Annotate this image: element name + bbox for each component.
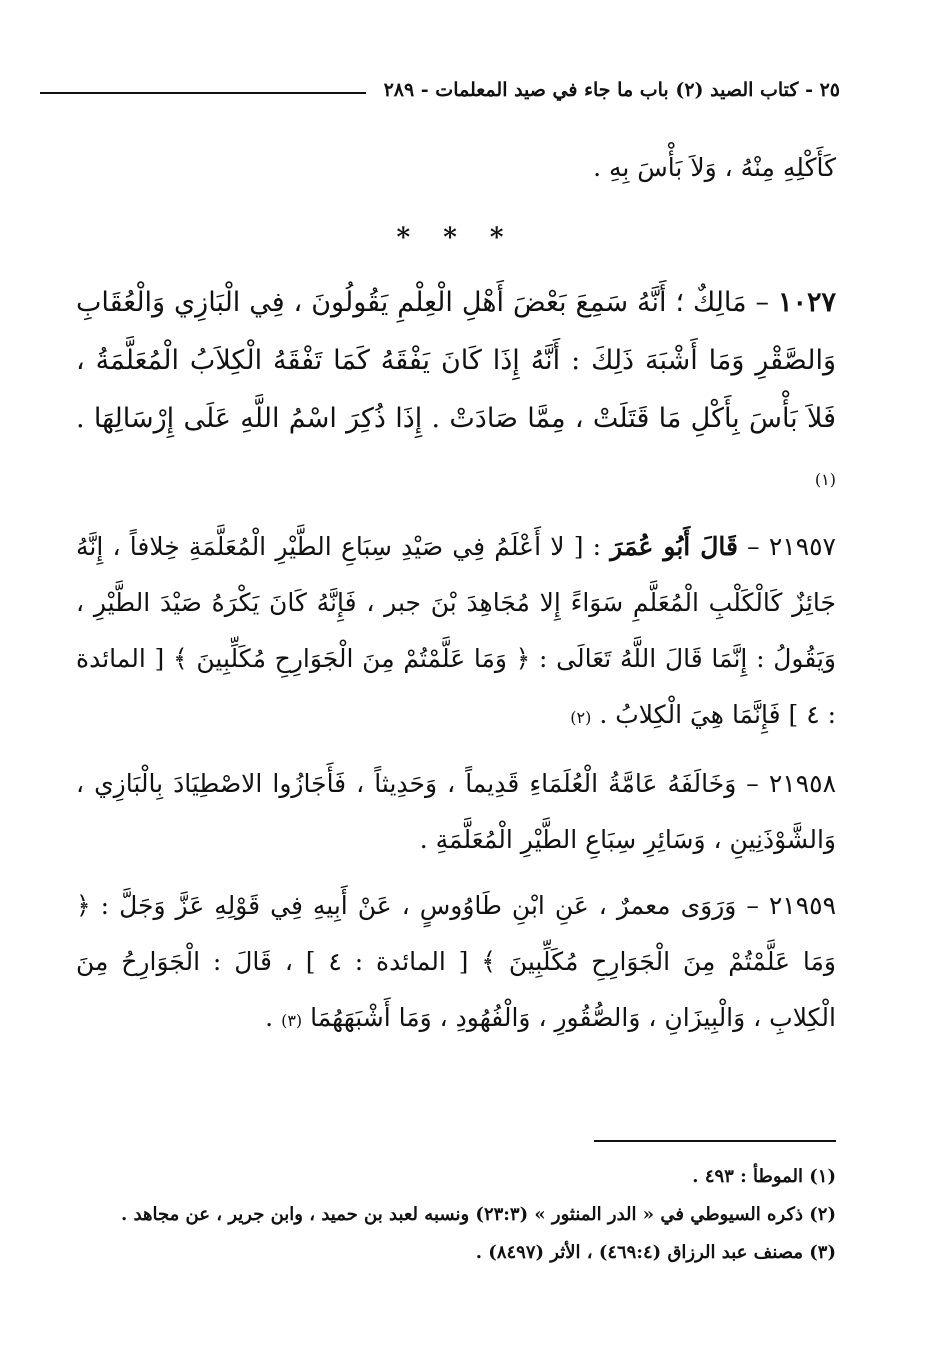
speaker-name: قَالَ أَبُو عُمَرَ xyxy=(610,532,738,561)
footnote-1: (١) الموطأ : ٤٩٣ . xyxy=(692,1166,836,1187)
paragraph-number: ٢١٩٥٨ xyxy=(768,769,836,798)
hadith-number: ١٠٢٧ xyxy=(777,287,836,318)
footnote-rule xyxy=(594,1140,836,1142)
paragraph-21958 xyxy=(76,756,836,868)
paragraph-text: : [ لا أَعْلَمُ فِي صَيْدِ سِبَاعِ الطَّيْرِ الْمُعَلَّمَةِ خِلافاً ، إِنَّهُ جَائِزٌ كَالْكَلْبِ الْمُعَلَّمِ سَوَاءً إِلا مُجَاهِدَ بْنَ جبر ، فَإِنَّهُ كَانَ يَكْرَهُ صَيْدَ الطَّيْرِ ، وَيَقُولُ : إِنَّمَا قَالَ اللَّهُ تَعَالَى : ﴿ وَمَا عَلَّمْتُمْ مِنَ الْجَوَارِحِ مُكَلِّبِينَ ﴾ [ المائدة : ٤ ] فَإِنَّمَا هِيَ الْكِلابُ . xyxy=(76,532,836,729)
hadith-text: – مَالِكٌ ؛ أَنَّهُ سَمِعَ بَعْضَ أَهْلِ الْعِلْمِ يَقُولُونَ ، فِي الْبَازِي وَالْعُقَابِ وَالصَّقْرِ وَمَا أَشْبَهَ ذَلِكَ : أَنَّهُ إِذَا كَانَ يَفْقَهُ كَمَا تَفْقَهُ الْكِلاَبُ الْمُعَلَّمَةُ ، فَلاَ بَأْسَ بِأَكْلِ مَا قَتَلَتْ ، مِمَّا صَادَتْ . إِذَا ذُكِرَ اسْمُ اللَّهِ عَلَى إِرْسَالِهَا . xyxy=(76,287,836,434)
hadith-1027 xyxy=(76,274,836,509)
paragraph-text: – وَخَالَفَهُ عَامَّةُ الْعُلَمَاءِ قَدِيماً ، وَحَدِيثاً ، فَأَجَازُوا الاصْطِيَادَ بِالْبَازِي ، وَالشَّوْذَنِينِ ، وَسَائِرِ سِبَاعِ الطَّيْرِ الْمُعَلَّمَةِ . xyxy=(76,769,836,854)
paragraph-number: ٢١٩٥٧ xyxy=(768,532,836,561)
footnote-ref-2: (٢) xyxy=(570,708,592,727)
footnote-2: (٢) ذكره السيوطي في « الدر المنثور » (٢٣:٣) ونسبه لعبد بن حميد ، وابن جرير ، عن مجاهد . xyxy=(121,1204,836,1225)
footnote-ref-1: (١) xyxy=(814,470,836,489)
intro-line: كَأَكْلِهِ مِنْهُ ، وَلاَ بَأْسَ بِهِ . xyxy=(593,153,836,182)
header-rule xyxy=(40,92,366,94)
paragraph-21957: ٢١٩٥٧ – قَالَ أَبُو عُمَرَ : [ لا أَعْلَمُ فِي صَيْدِ سِبَاعِ الطَّيْرِ الْمُعَلَّمَةِ خِلافاً ، إِنَّهُ جَائِزٌ كَالْكَلْبِ الْمُعَلَّمِ سَوَاءً إِلا مُجَاهِدَ بْنَ جبر ، فَإِنَّهُ كَانَ يَكْرَهُ صَيْدَ الطَّيْرِ ، وَيَقُولُ : إِنَّمَا قَالَ اللَّهُ تَعَالَى : ﴿ وَمَا عَلَّمْتُمْ مِنَ الْجَوَارِحِ مُكَلِّبِينَ ﴾ [ المائدة : ٤ ] فَإِنَّمَا هِيَ الْكِلابُ . (٢) xyxy=(76,532,836,729)
running-header xyxy=(40,70,840,110)
main-text xyxy=(76,140,836,1049)
paragraph-tail: . xyxy=(265,1003,274,1032)
paragraph-21959 xyxy=(76,878,836,1049)
footnote-3: (٣) مصنف عبد الرزاق (٤٦٩:٤) ، الأثر (٨٤٩٧) . xyxy=(475,1242,836,1263)
paragraph-number: ٢١٩٥٩ xyxy=(768,891,836,920)
footnote-ref-3: (٣) xyxy=(281,1011,303,1030)
section-separator: * * * xyxy=(396,223,516,253)
paragraph-text: – وَرَوَى معمرٌ ، عَنِ ابْنِ طَاوُوسٍ ، عَنْ أَبِيهِ فِي قَوْلِهِ عَزَّ وَجَلَّ : ﴿ وَمَا عَلَّمْتُمْ مِنَ الْجَوَارِحِ مُكَلِّبِينَ ﴾ [ المائدة : ٤ ] ، قَالَ : الْجَوَارِحُ مِنَ الْكِلابِ ، وَالْبِيزَانِ ، وَالصُّقُورِ ، وَالْفُهُودِ ، وَمَا أَشْبَهَهُمَا xyxy=(76,891,836,1032)
header-title: ٢٥ - كتاب الصيد (٢) باب ما جاء في صيد المعلمات - ٢٨٩ xyxy=(383,79,840,101)
footnotes xyxy=(76,1158,836,1272)
